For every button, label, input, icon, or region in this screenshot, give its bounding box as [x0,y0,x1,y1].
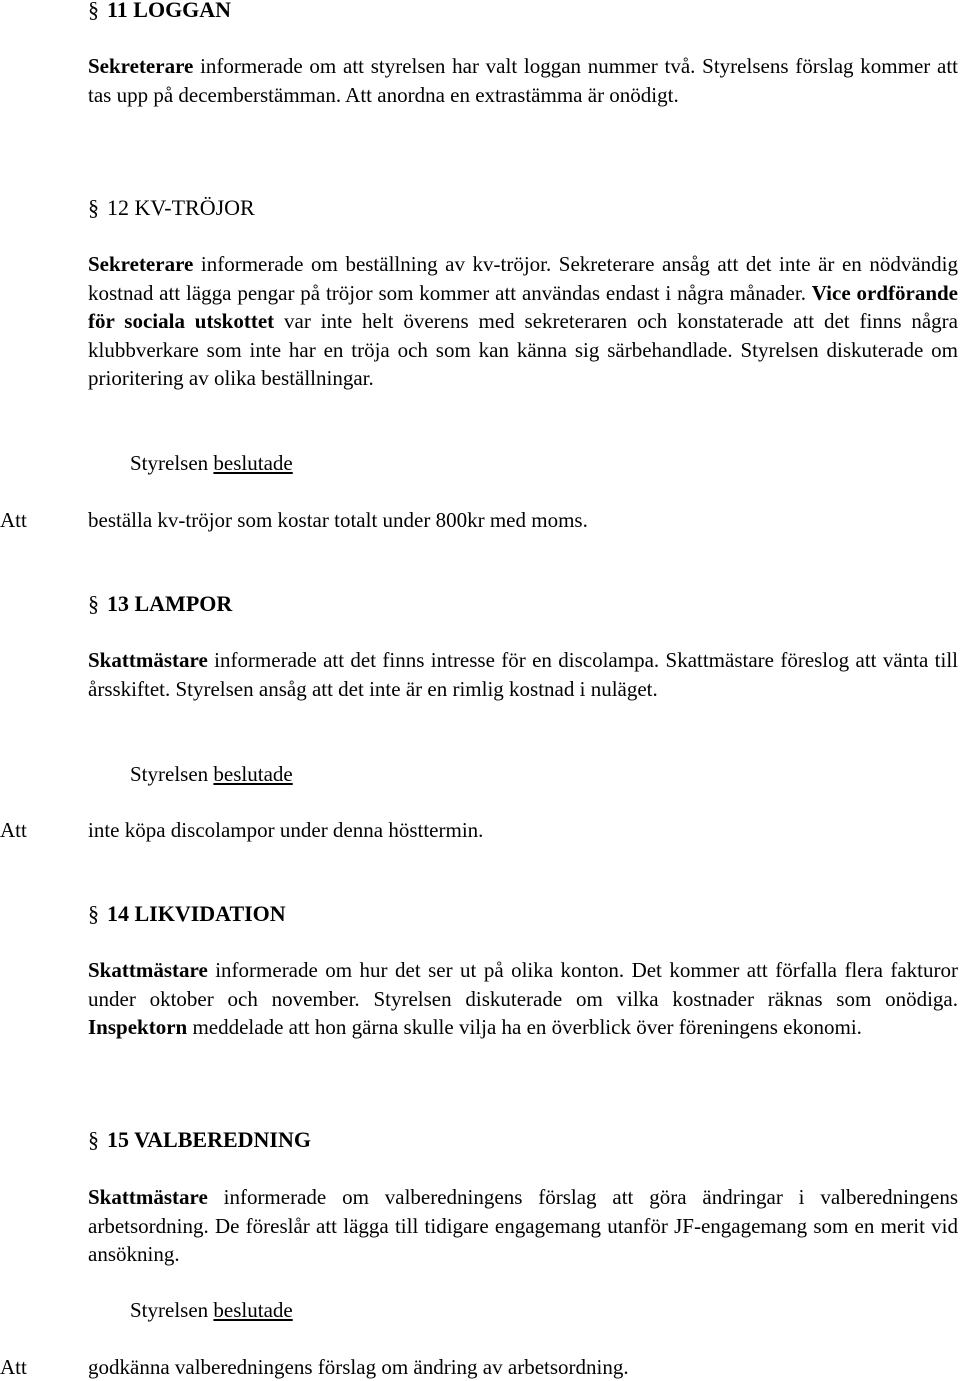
speaker-inspektorn: Inspektorn [88,1015,188,1039]
section-12-decision-header [130,449,293,477]
section-15-heading [88,1126,311,1154]
decision-subject: Styrelsen [130,451,209,475]
section-13-att-label: Att [0,818,27,842]
section-12-title: 12 KV-TRÖJOR [107,195,255,220]
section-11-heading [88,0,231,24]
section-symbol: § [88,195,99,220]
section-15-title: 15 VALBEREDNING [107,1127,311,1152]
section-symbol: § [88,591,99,616]
speaker-skattmastare: Skattmästare [88,958,208,982]
paragraph-text: informerade om valberedningens förslag att göra ändringar i valberedningens arbetsordning. De föreslår att lägga till tidigare engagemang utanför JF-engagemang som en merit vid ansökning. [88,1185,958,1266]
section-15-att-label: Att [0,1355,27,1379]
section-symbol: § [88,901,99,926]
section-13-paragraph [88,646,958,703]
section-symbol: § [88,0,99,22]
section-12-att-label: Att [0,508,27,532]
section-12-decision-text: beställa kv-tröjor som kostar totalt under 800kr med moms. [88,508,588,532]
speaker-sekreterare: Sekreterare [88,54,194,78]
paragraph-text: var inte helt överens med sekreteraren och konstaterade att det finns några klubbverkare som inte har en tröja och som kan känna sig särbehandlade. Styrelsen diskuterade om prioritering av olika beställningar. [88,309,958,390]
speaker-skattmastare: Skattmästare [88,1185,208,1209]
section-14-paragraph [88,956,958,1042]
decision-subject: Styrelsen [130,1298,209,1322]
section-13-decision-header [130,760,293,788]
section-13-title: 13 LAMPOR [107,591,233,616]
decision-verb: beslutade [213,451,293,475]
section-14-heading [88,900,286,928]
paragraph-text: meddelade att hon gärna skulle vilja ha en överblick över föreningens ekonomi. [187,1015,862,1039]
decision-subject: Styrelsen [130,762,209,786]
paragraph-text: informerade om hur det ser ut på olika konton. Det kommer att förfalla flera fakturor under oktober och november. Styrelsen diskuterade om vilka kostnader räknas som onödiga. [88,958,958,1011]
section-11-title: 11 LOGGAN [107,0,232,22]
speaker-vice-ordforande: Vice ordförande för sociala utskottet [88,280,958,333]
section-13-heading [88,590,232,618]
section-11-paragraph [88,52,958,109]
section-symbol: § [88,1127,99,1152]
section-14-title: 14 LIKVIDATION [107,901,286,926]
speaker-skattmastare: Skattmästare [88,648,208,672]
section-15-paragraph [88,1183,958,1269]
decision-verb: beslutade [213,762,293,786]
section-15-decision-text: godkänna valberedningens förslag om ändring av arbetsordning. [88,1355,629,1379]
paragraph-text: informerade om att styrelsen har valt loggan nummer två. Styrelsens förslag kommer att tas upp på decemberstämman. Att anordna en extrastämma är onödigt. [88,54,958,107]
decision-verb: beslutade [213,1298,293,1322]
section-15-decision-header [130,1296,293,1324]
section-12-paragraph [88,250,958,393]
paragraph-text: informerade om beställning av kv-tröjor. Sekreterare ansåg att det inte är en nödvändig kostnad att lägga pengar på tröjor som kommer att användas endast i några månader. [88,252,958,305]
section-12-heading [88,194,255,222]
section-13-decision-text: inte köpa discolampor under denna hösttermin. [88,818,484,842]
paragraph-text: informerade att det finns intresse för en discolampa. Skattmästare föreslog att vänta till årsskiftet. Styrelsen ansåg att det inte är en rimlig kostnad i nuläget. [88,648,958,701]
speaker-sekreterare: Sekreterare [88,252,194,276]
